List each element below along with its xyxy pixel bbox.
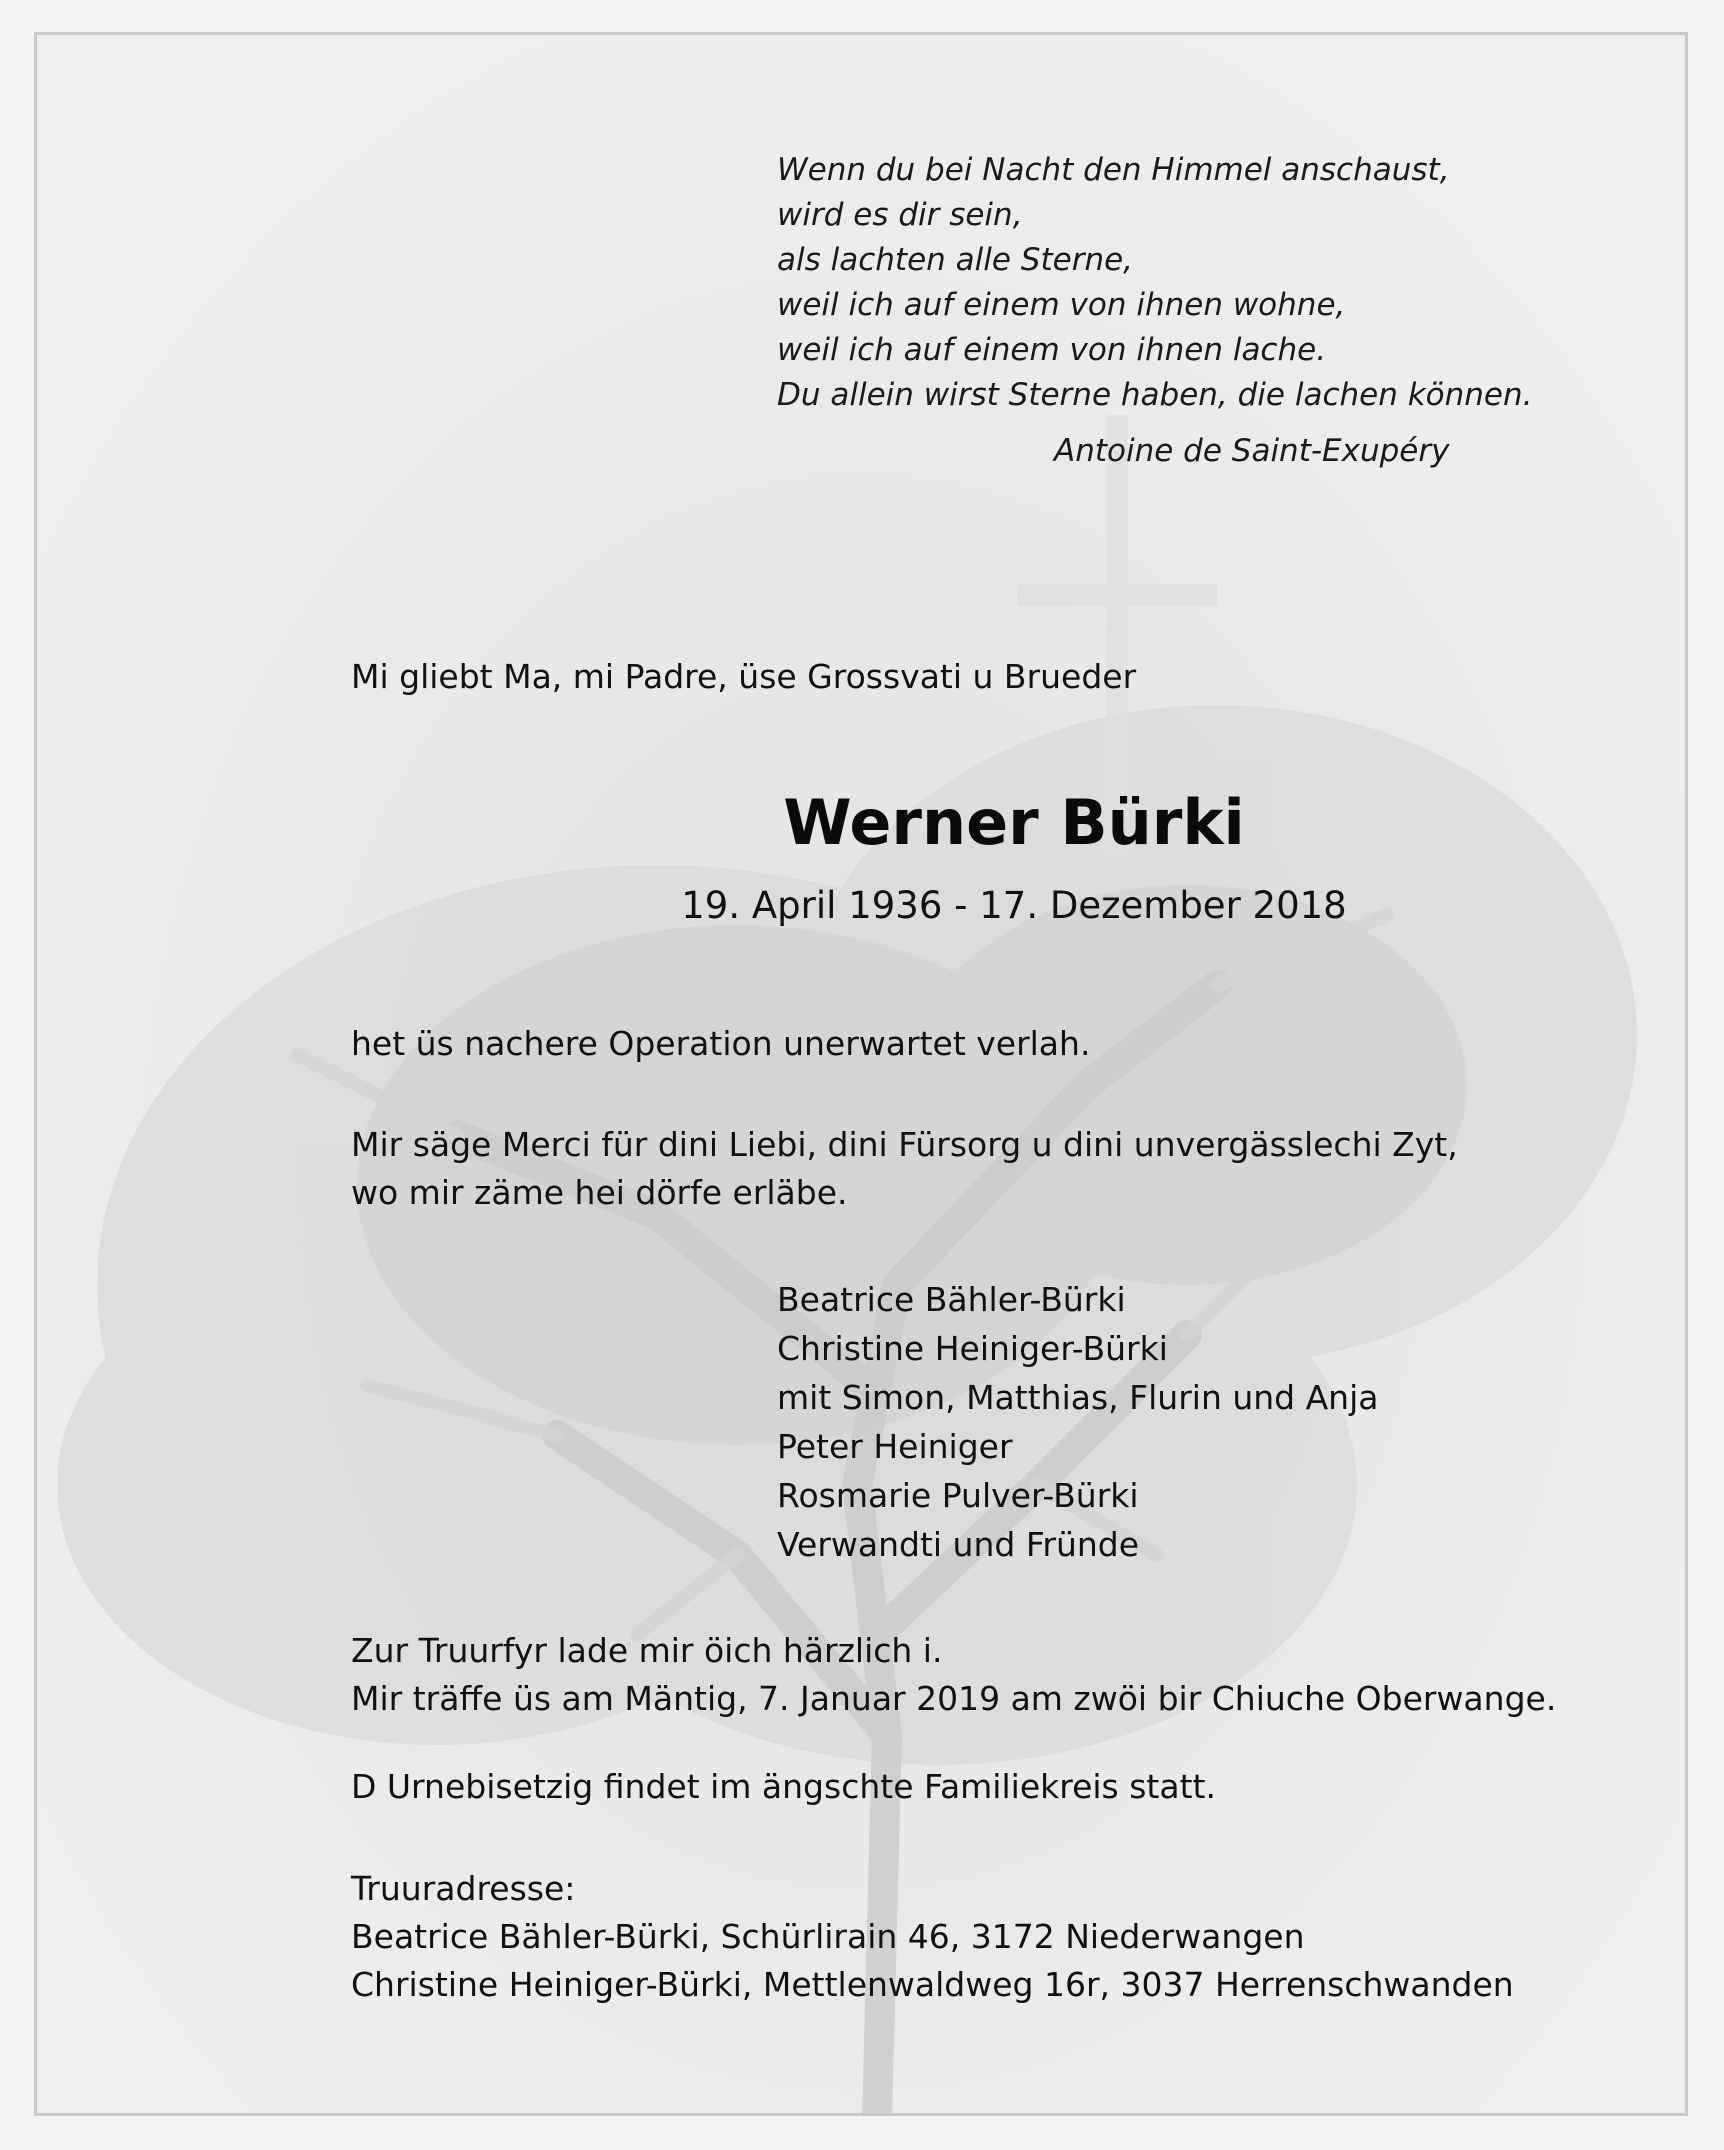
intro-line: Mi gliebt Ma, mi Padre, üse Grossvati u Brueder: [351, 657, 1137, 696]
thanks-line: Mir säge Merci für dini Liebi, dini Fürsorg u dini unvergässlechi Zyt,: [351, 1125, 1458, 1164]
thanks-line: wo mir zäme hei dörfe erläbe.: [351, 1173, 848, 1212]
family-member: Rosmarie Pulver-Bürki: [777, 1476, 1139, 1515]
burial-line: D Urnebisetzig findet im ängschte Familiekreis statt.: [351, 1767, 1216, 1806]
poem-line: Du allein wirst Sterne haben, die lachen können.: [777, 377, 1533, 413]
poem-line: Wenn du bei Nacht den Himmel anschaust,: [777, 152, 1450, 188]
obituary-card: [34, 32, 1688, 2116]
family-member: Beatrice Bähler-Bürki: [777, 1280, 1126, 1319]
address-line: Beatrice Bähler-Bürki, Schürlirain 46, 3172 Niederwangen: [351, 1917, 1305, 1956]
poem: [777, 148, 1533, 418]
message-line: het üs nachere Operation unerwartet verlah.: [351, 1024, 1091, 1063]
family-member: Christine Heiniger-Bürki: [777, 1329, 1168, 1368]
family-member: Peter Heiniger: [777, 1427, 1013, 1466]
family-member: Verwandti und Fründe: [777, 1525, 1140, 1564]
family-member: mit Simon, Matthias, Flurin und Anja: [777, 1378, 1379, 1417]
card-content: [37, 35, 1688, 2116]
poem-line: weil ich auf einem von ihnen lache.: [777, 332, 1327, 368]
address-label: Truuradresse:: [351, 1869, 576, 1908]
address-line: Christine Heiniger-Bürki, Mettlenwaldweg 16r, 3037 Herrenschwanden: [351, 1965, 1514, 2004]
address-block: [351, 1865, 1514, 2009]
ceremony-line: Mir träffe üs am Mäntig, 7. Januar 2019 am zwöi bir Chiuche Oberwange.: [351, 1679, 1557, 1718]
family-list: [777, 1275, 1379, 1569]
poem-line: als lachten alle Sterne,: [777, 242, 1134, 278]
deceased-name: Werner Bürki: [783, 786, 1245, 859]
life-dates: 19. April 1936 - 17. Dezember 2018: [681, 884, 1347, 927]
poem-author: Antoine de Saint-Exupéry: [1054, 433, 1450, 469]
poem-line: weil ich auf einem von ihnen wohne,: [777, 287, 1346, 323]
poem-line: wird es dir sein,: [777, 197, 1023, 233]
ceremony-paragraph: [351, 1627, 1556, 1723]
thanks-paragraph: [351, 1121, 1458, 1217]
ceremony-line: Zur Truurfyr lade mir öich härzlich i.: [351, 1631, 943, 1670]
